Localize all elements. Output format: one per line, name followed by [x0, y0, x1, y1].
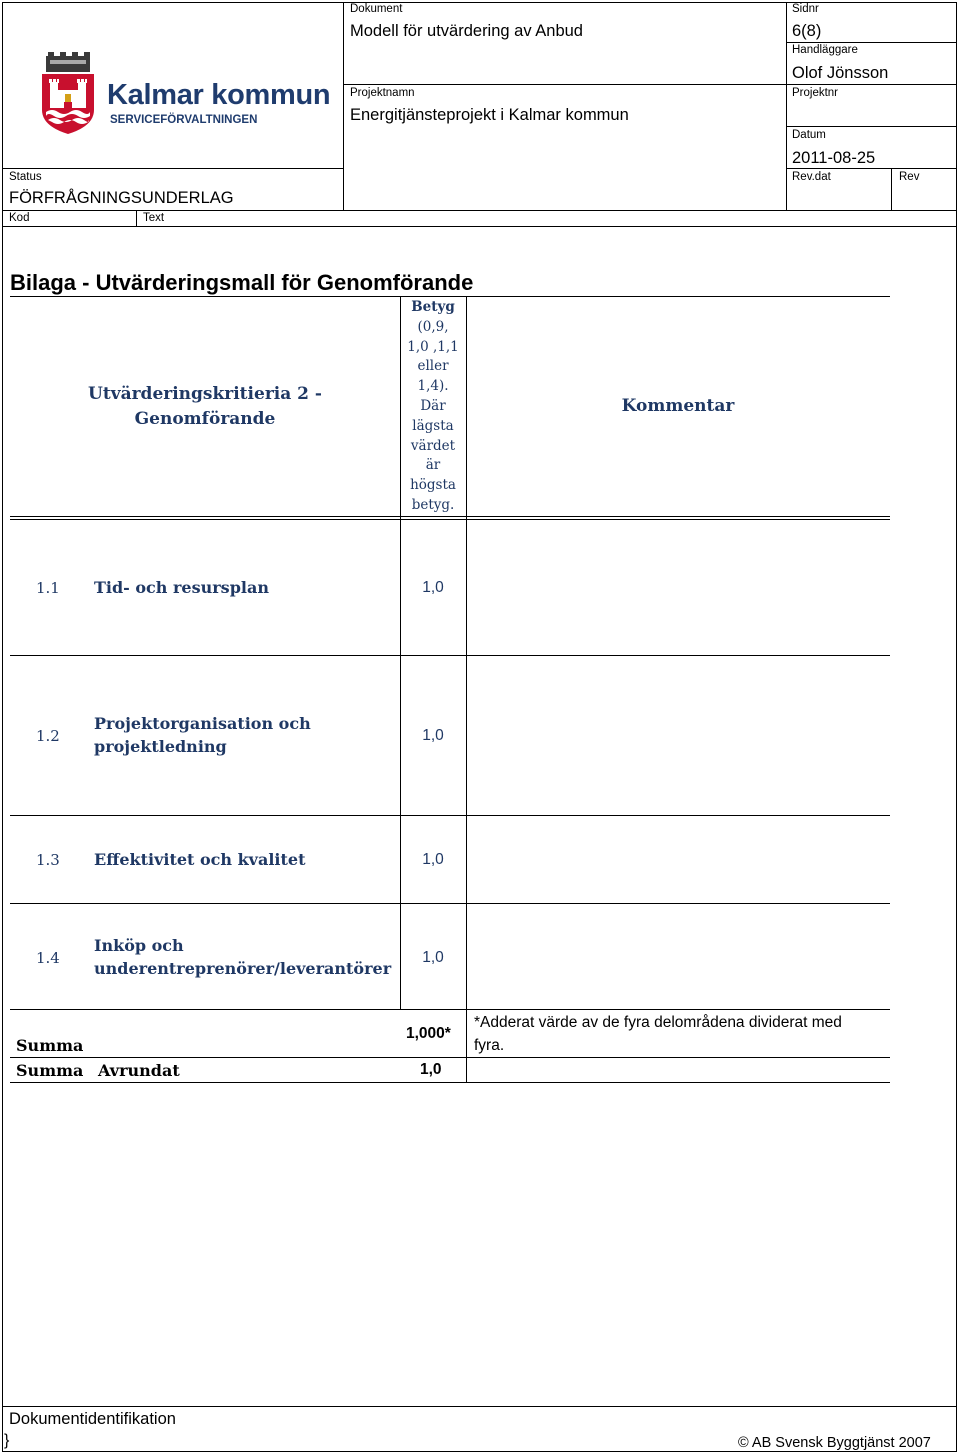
- summa-avrundat-value: 1,0: [420, 1061, 442, 1078]
- projektnr-label: Projektnr: [792, 87, 839, 99]
- handlaggare-value: Olof Jönsson: [792, 64, 889, 82]
- header-divider: [343, 2, 344, 210]
- summa-note: *Adderat värde av de fyra delområdena dividerat med fyra.: [474, 1014, 842, 1054]
- header-rule: [344, 84, 957, 85]
- header-double-rule: [10, 519, 890, 520]
- revdat-label: Rev.dat: [792, 171, 831, 183]
- row-rule: [10, 1082, 890, 1083]
- header-rule: [2, 226, 957, 227]
- criteria-header-line: Genomförande: [134, 409, 276, 429]
- footer-rule: [2, 1406, 957, 1407]
- betyg-header-line: högsta: [410, 477, 456, 494]
- avrundat-label: Avrundat: [98, 1061, 180, 1080]
- row-number: 1.3: [36, 851, 60, 869]
- kommentar-header: Kommentar: [621, 396, 735, 416]
- handlaggare-label: Handläggare: [792, 44, 858, 56]
- row-number: 1.4: [36, 949, 60, 967]
- status-label: Status: [9, 171, 42, 183]
- header-rule: [2, 210, 957, 211]
- betyg-header-line: 1,4).: [417, 378, 449, 395]
- header-divider: [786, 2, 787, 210]
- betyg-header-line: eller: [417, 358, 449, 375]
- status-value: FÖRFRÅGNINGSUNDERLAG: [9, 189, 234, 207]
- row-rule: [10, 1057, 890, 1058]
- betyg-header-line: värdet: [410, 437, 456, 454]
- header-divider: [891, 168, 892, 210]
- row-score: 1,0: [422, 851, 444, 868]
- header-double-rule: [10, 516, 890, 517]
- sidnr-value: 6(8): [792, 22, 822, 40]
- row-criterion: Effektivitet och kvalitet: [94, 850, 306, 869]
- table-divider: [466, 1010, 467, 1082]
- dokumentid-value: }: [4, 1432, 10, 1449]
- dokument-label: Dokument: [350, 3, 403, 15]
- row-criterion: Inköp och: [94, 936, 184, 955]
- page-title: Bilaga - Utvärderingsmall för Genomförande: [10, 270, 474, 295]
- betyg-header-line: (0,9,: [417, 318, 449, 335]
- row-criterion-line2: projektledning: [94, 737, 227, 756]
- projektnamn-value: Energitjänsteprojekt i Kalmar kommun: [350, 106, 629, 124]
- row-rule: [10, 1009, 890, 1010]
- rev-label: Rev: [899, 171, 920, 183]
- copyright: © AB Svensk Byggtjänst 2007: [738, 1435, 931, 1451]
- row-score: 1,0: [422, 949, 444, 966]
- header-rule: [787, 126, 957, 127]
- betyg-header-line: är: [425, 457, 441, 474]
- betyg-header-line: Där: [420, 397, 446, 414]
- dokumentid-label: Dokumentidentifikation: [9, 1410, 176, 1428]
- summa-label: Summa: [16, 1036, 84, 1055]
- betyg-header-line: betyg.: [411, 496, 455, 513]
- table-top-rule: [10, 296, 890, 297]
- logo-name: Kalmar kommun: [107, 79, 331, 111]
- datum-value: 2011-08-25: [792, 149, 876, 167]
- betyg-header-line: 1,0 ,1,1: [407, 338, 459, 355]
- table-divider: [466, 297, 467, 519]
- row-criterion: Projektorganisation och: [94, 714, 311, 733]
- row-score: 1,0: [422, 727, 444, 744]
- row-score: 1,0: [422, 579, 444, 596]
- summa-avrundat-label: Summa: [16, 1061, 84, 1080]
- criteria-header-line: Utvärderingskritieria 2 -: [88, 384, 322, 404]
- row-criterion-line2: underentreprenörer/leverantörer: [94, 959, 392, 978]
- header-divider: [136, 210, 137, 226]
- criteria-header: [60, 382, 350, 432]
- kalmar-coat-of-arms-logo: [38, 52, 98, 136]
- row-rule: [10, 655, 890, 656]
- betyg-header: [401, 298, 465, 516]
- betyg-header-line: Betyg: [411, 299, 455, 315]
- betyg-header-line: lägsta: [412, 417, 454, 434]
- kod-label: Kod: [9, 212, 30, 224]
- sidnr-label: Sidnr: [792, 3, 819, 15]
- projektnamn-label: Projektnamn: [350, 87, 415, 99]
- row-criterion: Tid- och resursplan: [94, 578, 269, 597]
- header-rule: [787, 42, 957, 43]
- datum-label: Datum: [792, 129, 826, 141]
- row-rule: [10, 815, 890, 816]
- logo-subtitle: SERVICEFÖRVALTNINGEN: [110, 114, 258, 126]
- row-rule: [10, 903, 890, 904]
- text-label: Text: [143, 212, 165, 224]
- table-divider: [466, 520, 467, 1010]
- header-rule: [2, 168, 344, 169]
- summa-value: 1,000*: [406, 1025, 451, 1042]
- row-number: 1.1: [36, 579, 60, 597]
- header-rule: [787, 168, 957, 169]
- dokument-value: Modell för utvärdering av Anbud: [350, 22, 583, 40]
- row-number: 1.2: [36, 727, 60, 745]
